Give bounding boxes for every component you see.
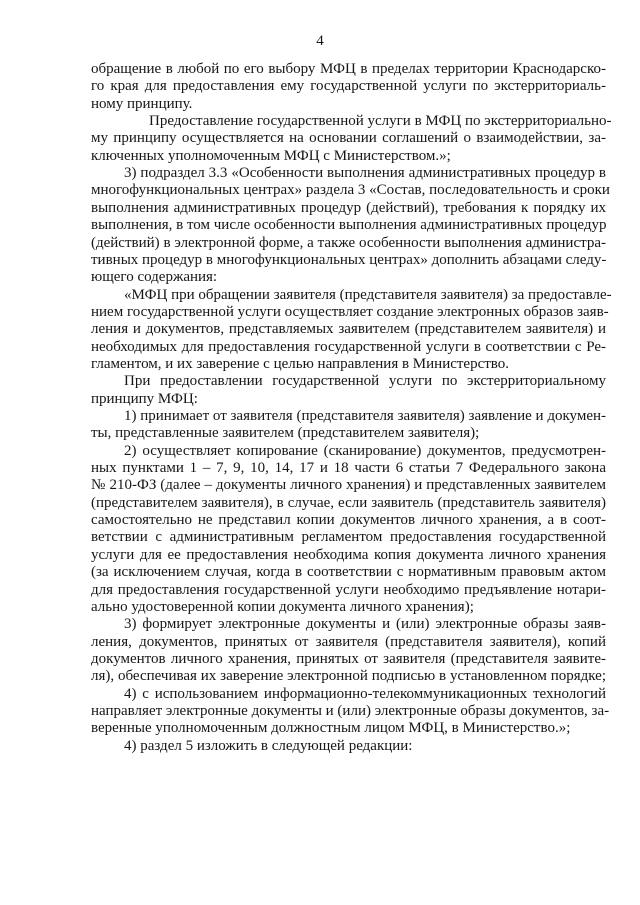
text-line: 1) принимает от заявителя (представителя заявителя) заявление и докумен- xyxy=(124,408,606,424)
text-line: ному принципу. xyxy=(91,95,193,112)
text-line: (представителем заявителя), в случае, если заявитель (представитель заявителя) xyxy=(91,494,606,511)
text-line: нием государственной услуги осуществляет создание электронных образов заяв- xyxy=(91,303,609,320)
text-line: необходимых для предоставления государственной услуги в соответствии с Ре- xyxy=(91,338,606,355)
text-line: ключенных уполномоченным МФЦ с Министерством.»; xyxy=(91,147,451,164)
text-line: многофункциональных центрах» раздела 3 «Состав, последовательность и сроки xyxy=(91,182,610,199)
text-line: 2) осуществляет копирование (сканирование) документов, предусмотрен- xyxy=(124,442,606,459)
text-line: выполнения, в том числе особенности выполнения административных процедур xyxy=(91,217,607,234)
text-line: для предоставления государственной услуги необходимо предъявление нотари- xyxy=(91,581,606,598)
text-line: 3) подраздел 3.3 «Особенности выполнения административных процедур в xyxy=(124,165,606,182)
text-line: (действий) в электронной форме, а также особенности выполнения администра- xyxy=(91,234,606,251)
text-line: (за исключением случая, когда в соответствии с нормативным правовым актом xyxy=(91,564,606,581)
text-line: ветствии с административным регламентом предоставления государственной xyxy=(91,529,606,546)
text-line: гламентом, и их заверение с целью направления в Министерство. xyxy=(91,355,510,372)
text-line: самостоятельно не представил копии документов личного хранения, а в соот- xyxy=(91,512,606,529)
text-line: тивных процедур в многофункциональных центрах» дополнить абзацами следу- xyxy=(91,251,607,268)
text-line: 3) формирует электронные документы и (или) электронные образы заяв- xyxy=(124,616,606,633)
text-line: ющего содержания: xyxy=(91,269,218,286)
page-number: 4 xyxy=(316,33,324,49)
text-line: документов личного хранения, принятых от заявителя (представителя заявите- xyxy=(91,650,606,667)
text-line: ля), обеспечивая их заверение электронной подписью в установленном порядке; xyxy=(91,668,606,685)
text-line: выполнения административных процедур (действий), требования к порядку их xyxy=(91,199,606,216)
text-line: направляет электронные документы и (или) электронные образы документов, за- xyxy=(91,702,610,719)
text-line: «МФЦ при обращении заявителя (представителя заявителя) за предоставле- xyxy=(124,286,612,303)
text-line: 4) раздел 5 изложить в следующей редакции: xyxy=(124,737,413,754)
text-line: ально удостоверенной копии документа личного хранения); xyxy=(91,598,474,615)
text-line: му принципу осуществляется на основании соглашений о взаимодействии, за- xyxy=(91,130,606,147)
text-line: го края для предоставления ему государственной услуги по экстерриториаль- xyxy=(91,78,606,95)
text-line: принципу МФЦ: xyxy=(91,390,198,407)
text-line: обращение в любой по его выбору МФЦ в пределах территории Краснодарско- xyxy=(91,61,606,77)
text-line: № 210-ФЗ (далее – документы личного хранения) и представленных заявителем xyxy=(91,477,606,494)
text-line: ных пунктами 1 – 7, 9, 10, 14, 17 и 18 части 6 статьи 7 Федерального закона xyxy=(91,460,606,477)
text-line: веренные уполномоченным должностным лицом МФЦ, в Министерство.»; xyxy=(91,720,571,737)
text-line: услуги для ее предоставления необходима копия документа личного хранения xyxy=(91,546,606,563)
text-line: ления, документов, принятых от заявителя (представителя заявителя), копий xyxy=(91,633,606,650)
text-line: При предоставлении государственной услуги по экстерриториальному xyxy=(124,373,606,390)
text-line: ления и документов, представляемых заявителем (представителем заявителя) и xyxy=(91,321,606,338)
text-line: ты, представленные заявителем (представителем заявителя); xyxy=(91,425,480,442)
text-line: Предоставление государственной услуги в МФЦ по экстерриториально- xyxy=(149,113,612,130)
text-line: 4) с использованием информационно-телекоммуникационных технологий xyxy=(124,685,606,702)
